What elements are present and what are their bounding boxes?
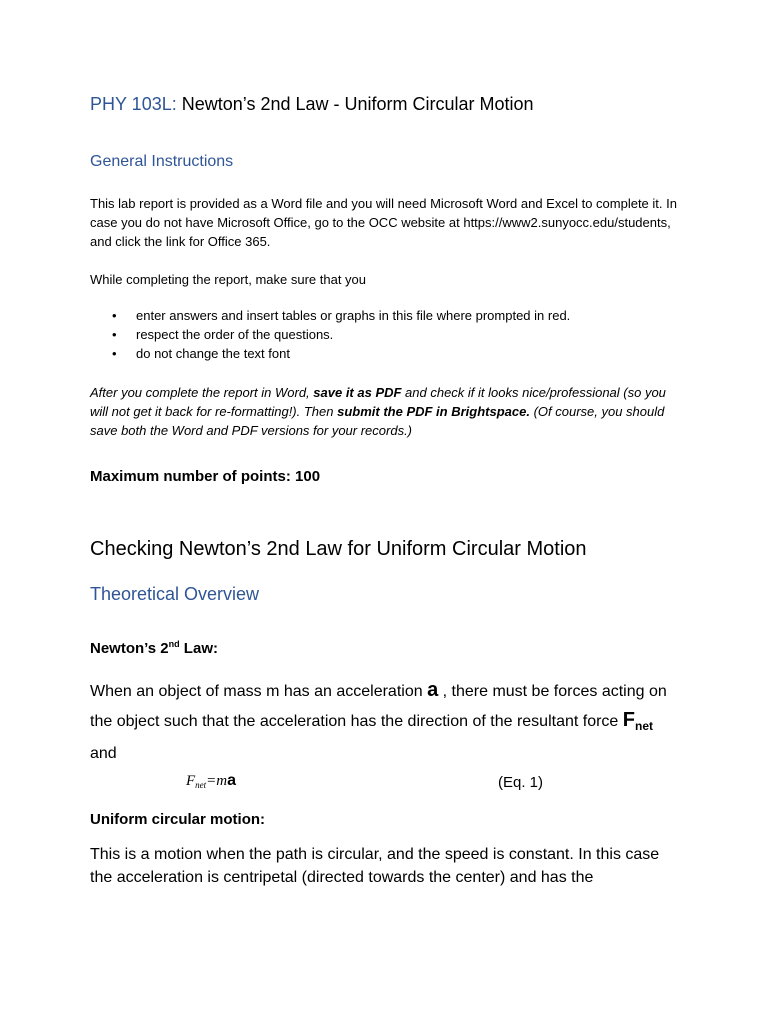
para-text-1: When an object of mass m has an acceleration xyxy=(90,683,428,700)
eq-f: F xyxy=(186,773,196,789)
pdf-emphasis-1: save it as PDF xyxy=(313,385,402,400)
list-item xyxy=(90,325,570,344)
para-text-3: and xyxy=(90,745,117,762)
bullet-icon: • xyxy=(112,308,117,323)
net-subscript: net xyxy=(634,719,653,733)
pdf-emphasis-2: submit the PDF in Brightspace. xyxy=(337,404,530,419)
pdf-text-2: and check if it looks nice/professional (so you will not get it back for re-formatting!). Then xyxy=(90,385,666,419)
pdf-text-3: (Of course, you should save both the Word and PDF versions for your records.) xyxy=(90,404,665,438)
bullet-text: respect the order of the questions. xyxy=(136,327,334,342)
ucm-paragraph: This is a motion when the path is circular, and the speed is constant. In this case the acceleration is centripetal (directed towards the center) and has the xyxy=(90,846,660,886)
vector-a: a xyxy=(427,679,439,701)
newton-law-label xyxy=(90,639,678,657)
pdf-text-1: After you complete the report in Word, xyxy=(90,385,314,400)
max-points: Maximum number of points: 100 xyxy=(90,468,321,485)
title-text: Newton’s 2nd Law - Uniform Circular Motion xyxy=(176,94,534,114)
bullet-text: enter answers and insert tables or graphs in this file where prompted in red. xyxy=(136,308,571,323)
equation xyxy=(186,772,236,790)
course-code: PHY 103L: xyxy=(90,94,177,114)
section-heading: Checking Newton’s 2nd Law for Uniform Circular Motion xyxy=(90,538,587,560)
bullet-text: do not change the text font xyxy=(136,346,290,361)
completion-intro: While completing the report, make sure that you xyxy=(90,272,367,287)
pdf-instructions xyxy=(90,383,678,440)
list-item xyxy=(90,306,570,325)
eq-middle: =m xyxy=(206,773,228,789)
newton-label-text: Newton’s 2 xyxy=(90,640,169,657)
vector-f: F xyxy=(622,709,635,731)
para-text-2: , there must be forces acting on the object such that the acceleration has the direction of the resultant force xyxy=(90,683,667,730)
general-instructions-heading: General Instructions xyxy=(90,153,234,170)
eq-subscript: net xyxy=(195,780,207,790)
newton-paragraph xyxy=(90,676,678,768)
bullet-icon: • xyxy=(112,346,117,361)
ucm-label: Uniform circular motion: xyxy=(90,811,266,828)
newton-label-end: Law: xyxy=(179,640,218,657)
instruction-bullets xyxy=(90,306,570,363)
bullet-icon: • xyxy=(112,327,117,342)
list-item xyxy=(90,344,570,363)
eq-vector-a: a xyxy=(227,772,237,789)
document-title xyxy=(90,94,678,115)
newton-label-sup: nd xyxy=(168,639,180,649)
equation-number: (Eq. 1) xyxy=(498,774,544,791)
subsection-heading: Theoretical Overview xyxy=(90,584,260,604)
instructions-paragraph: This lab report is provided as a Word file and you will need Microsoft Word and Excel to complete it. In case you do not have Microsoft Office, go to the OCC website at https://www2.sunyocc.edu/students, and click the link for Office 365. xyxy=(90,196,677,249)
